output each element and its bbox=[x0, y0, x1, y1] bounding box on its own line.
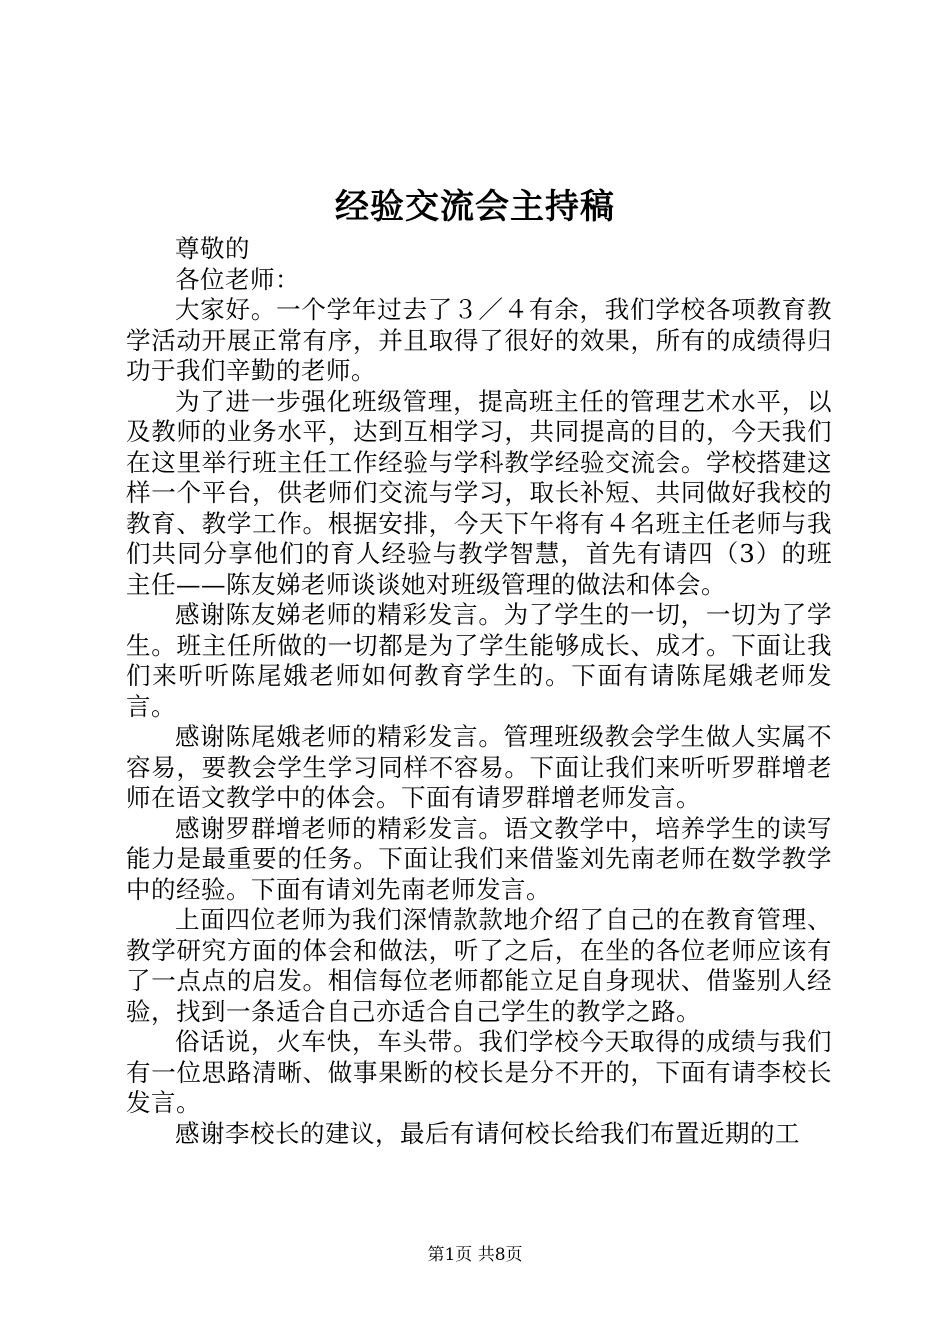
body-paragraph: 大家好。一个学年过去了３／４有余，我们学校各项教育教学活动开展正常有序，并且取得了很好的效果，所有的成绩得归功于我们辛勤的老师。 bbox=[126, 295, 832, 385]
body-paragraph: 感谢陈尾娥老师的精彩发言。管理班级教会学生做人实属不容易，要教会学生学习同样不容易。下面让我们来听听罗群增老师在语文教学中的体会。下面有请罗群增老师发言。 bbox=[126, 722, 832, 812]
body-paragraph: 感谢罗群增老师的精彩发言。语文教学中，培养学生的读写能力是最重要的任务。下面让我们来借鉴刘先南老师在数学教学中的经验。下面有请刘先南老师发言。 bbox=[126, 813, 832, 904]
salutation-line: 尊敬的 bbox=[175, 234, 250, 263]
body-paragraph: 感谢李校长的建议，最后有请何校长给我们布置近期的工 bbox=[175, 1118, 800, 1148]
body-paragraph: 为了进一步强化班级管理，提高班主任的管理艺术水平，以及教师的业务水平，达到互相学习，共同提高的目的，今天我们在这里举行班主任工作经验与学科教学经验交流会。学校搭建这样一个平台，供老师们交流与学习，取长补短、共同做好我校的教育、教学工作。根据安排，今天下午将有４名班主任老师与我们共同分享他们的育人经验与教学智慧，首先有请四（3）的班主任——陈友娣老师谈谈她对班级管理的做法和体会。 bbox=[126, 386, 832, 599]
body-paragraph: 俗话说，火车快，车头带。我们学校今天取得的成绩与我们有一位思路清晰、做事果断的校长是分不开的，下面有请李校长发言。 bbox=[126, 1027, 832, 1117]
document-title: 经验交流会主持稿 bbox=[335, 187, 615, 227]
page-number-footer: 第1页 共8页 bbox=[427, 1245, 523, 1265]
body-paragraph: 上面四位老师为我们深情款款地介绍了自己的在教育管理、教学研究方面的体会和做法，听了之后，在坐的各位老师应该有了一点点的启发。相信每位老师都能立足自身现状、借鉴别人经验，找到一条适合自己亦适合自己学生的教学之路。 bbox=[126, 905, 832, 1026]
salutation-line: 各位老师： bbox=[175, 264, 300, 294]
body-paragraph: 感谢陈友娣老师的精彩发言。为了学生的一切，一切为了学生。班主任所做的一切都是为了学生能够成长、成才。下面让我们来听听陈尾娥老师如何教育学生的。下面有请陈尾娥老师发言。 bbox=[126, 600, 832, 721]
document-body bbox=[126, 234, 832, 1149]
